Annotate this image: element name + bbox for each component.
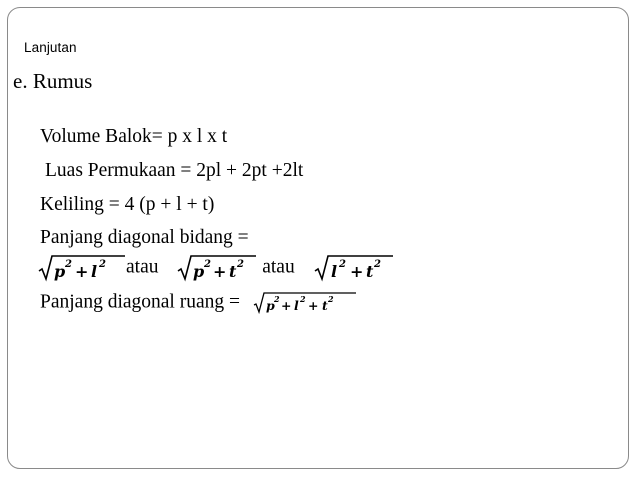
svg-text:p: p	[265, 298, 275, 313]
sqrt-l2-t2-formula	[314, 254, 394, 282]
svg-text:2: 2	[65, 259, 72, 270]
svg-text:t: t	[321, 298, 328, 313]
face-diagonal-label: Panjang diagonal bidang =	[40, 227, 249, 248]
connector-atau-1: atau	[126, 256, 159, 278]
svg-text:2: 2	[204, 259, 212, 270]
svg-text:t: t	[365, 262, 373, 281]
svg-text:l: l	[293, 298, 299, 313]
svg-text:+: +	[213, 262, 227, 281]
svg-text:2: 2	[99, 259, 106, 270]
svg-text:2: 2	[338, 259, 346, 270]
svg-text:2: 2	[373, 259, 381, 270]
svg-text:2: 2	[299, 294, 306, 304]
perimeter-formula: Keliling = 4 (p + l + t)	[40, 194, 215, 215]
volume-formula: Volume Balok= p x l x t	[40, 126, 228, 147]
sqrt-p2-t2-formula	[177, 254, 257, 282]
svg-text:+: +	[349, 262, 363, 281]
svg-text:+: +	[75, 262, 89, 281]
svg-text:p: p	[54, 262, 66, 281]
svg-text:l: l	[330, 262, 337, 281]
svg-text:+: +	[280, 298, 292, 313]
surface-area-formula: Luas Permukaan = 2pl + 2pt +2lt	[45, 160, 304, 181]
svg-text:t: t	[229, 262, 237, 281]
connector-atau-2: atau	[262, 256, 295, 278]
svg-text:2: 2	[327, 294, 334, 304]
space-diagonal-label: Panjang diagonal ruang =	[40, 291, 240, 313]
face-diagonal-row	[38, 254, 394, 284]
svg-text:2: 2	[273, 294, 280, 304]
slide-subtitle: Lanjutan	[24, 40, 77, 55]
svg-text:2: 2	[237, 259, 245, 270]
section-heading: e. Rumus	[13, 69, 93, 93]
space-diagonal-row	[40, 291, 357, 319]
sqrt-p2-l2-formula	[38, 254, 126, 282]
svg-text:l: l	[91, 262, 98, 281]
svg-text:p: p	[193, 262, 205, 281]
sqrt-p2-l2-t2-formula	[253, 291, 357, 315]
svg-text:+: +	[307, 298, 319, 313]
